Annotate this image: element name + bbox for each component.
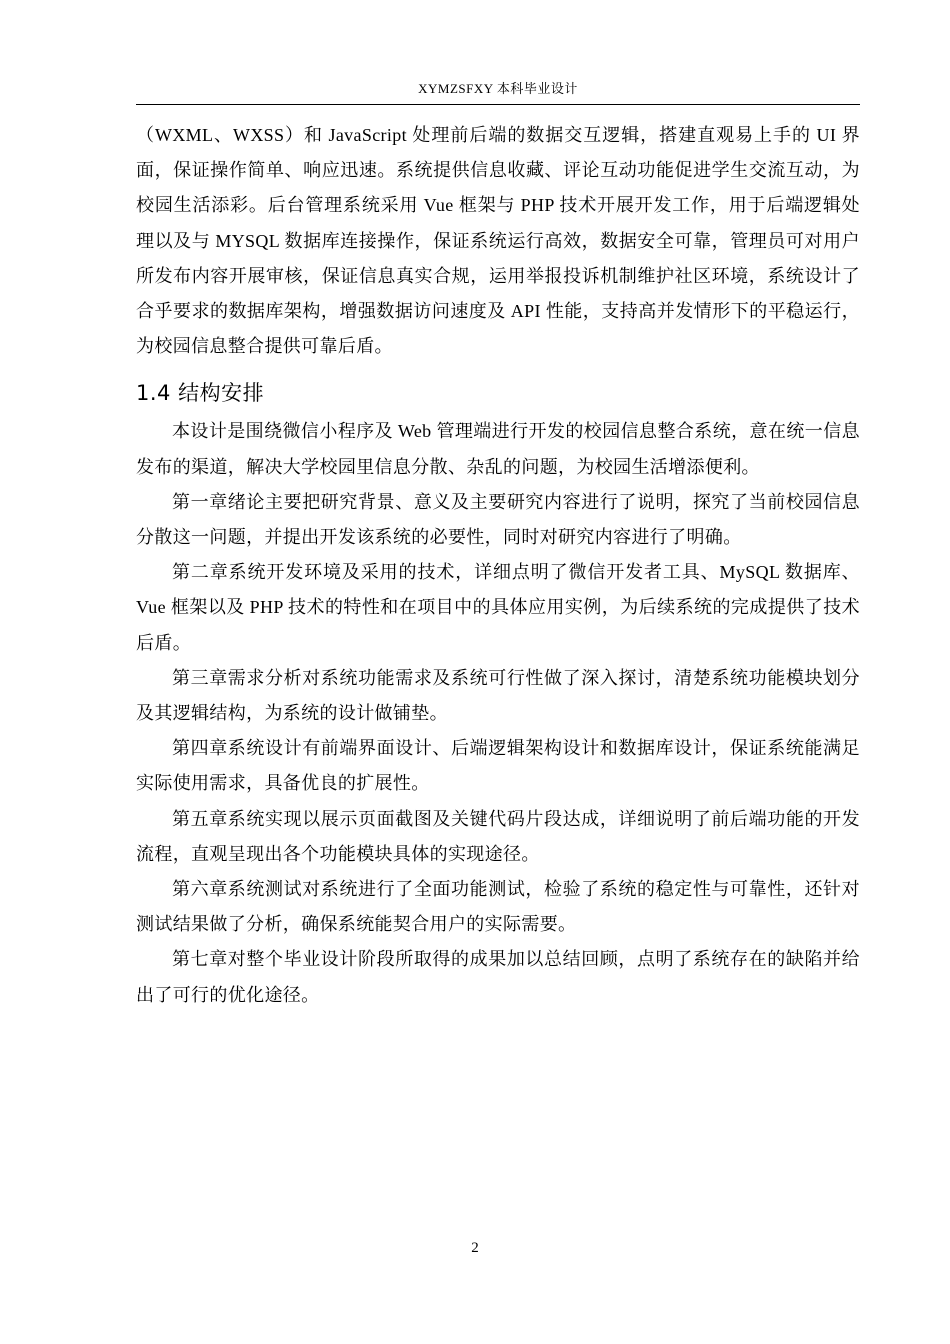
paragraph-chapter-3: 第三章需求分析对系统功能需求及系统可行性做了深入探讨，清楚系统功能模块划分及其逻辑结构，为系统的设计做铺垫。 — [136, 667, 860, 724]
paragraph-overview: 本设计是围绕微信小程序及 Web 管理端进行开发的校园信息整合系统，意在统一信息发布的渠道，解决大学校园里信息分散、杂乱的问题，为校园生活增添便利。 — [136, 421, 860, 477]
page-header — [136, 78, 860, 105]
document-body — [136, 118, 860, 1013]
header-title: XYMZSFXY 本科毕业设计 — [418, 81, 578, 96]
paragraph-chapter-2: 第二章系统开发环境及采用的技术，详细点明了微信开发者工具、MySQL 数据库、Vue 框架以及 PHP 技术的特性和在项目中的具体应用实例，为后续系统的完成提供了技术后盾。 — [136, 562, 860, 653]
page-number: 2 — [471, 1240, 479, 1256]
paragraph-chapter-6: 第六章系统测试对系统进行了全面功能测试，检验了系统的稳定性与可靠性，还针对测试结果做了分析，确保系统能契合用户的实际需要。 — [136, 879, 860, 935]
paragraph-chapter-4: 第四章系统设计有前端界面设计、后端逻辑架构设计和数据库设计，保证系统能满足实际使用需求，具备优良的扩展性。 — [136, 738, 860, 794]
paragraph-chapter-5: 第五章系统实现以展示页面截图及关键代码片段达成，详细说明了前后端功能的开发流程，直观呈现出各个功能模块具体的实现途径。 — [136, 808, 860, 864]
paragraph-chapter-7: 第七章对整个毕业设计阶段所取得的成果加以总结回顾，点明了系统存在的缺陷并给出了可行的优化途径。 — [136, 949, 860, 1005]
section-heading: 1.4 结构安排 — [136, 381, 265, 406]
intro-paragraph: （WXML、WXSS）和 JavaScript 处理前后端的数据交互逻辑，搭建直观易上手的 UI 界面，保证操作简单、响应迅速。系统提供信息收藏、评论互动功能促进学生交流互动，为校园生活添彩。后台管理系统采用 Vue 框架与 PHP 技术开展开发工作，用于后端逻辑处理以及与 MYSQL 数据库连接操作，保证系统运行高效，数据安全可靠，管理员可对用户所发布内容开展审核，保证信息真实合规，运用举报投诉机制维护社区环境，系统设计了合乎要求的数据库架构，增强数据访问速度及 API 性能，支持高并发情形下的平稳运行，为校园信息整合提供可靠后盾。 — [136, 125, 860, 357]
paragraph-chapter-1: 第一章绪论主要把研究背景、意义及主要研究内容进行了说明，探究了当前校园信息分散这一问题，并提出开发该系统的必要性，同时对研究内容进行了明确。 — [136, 491, 860, 548]
